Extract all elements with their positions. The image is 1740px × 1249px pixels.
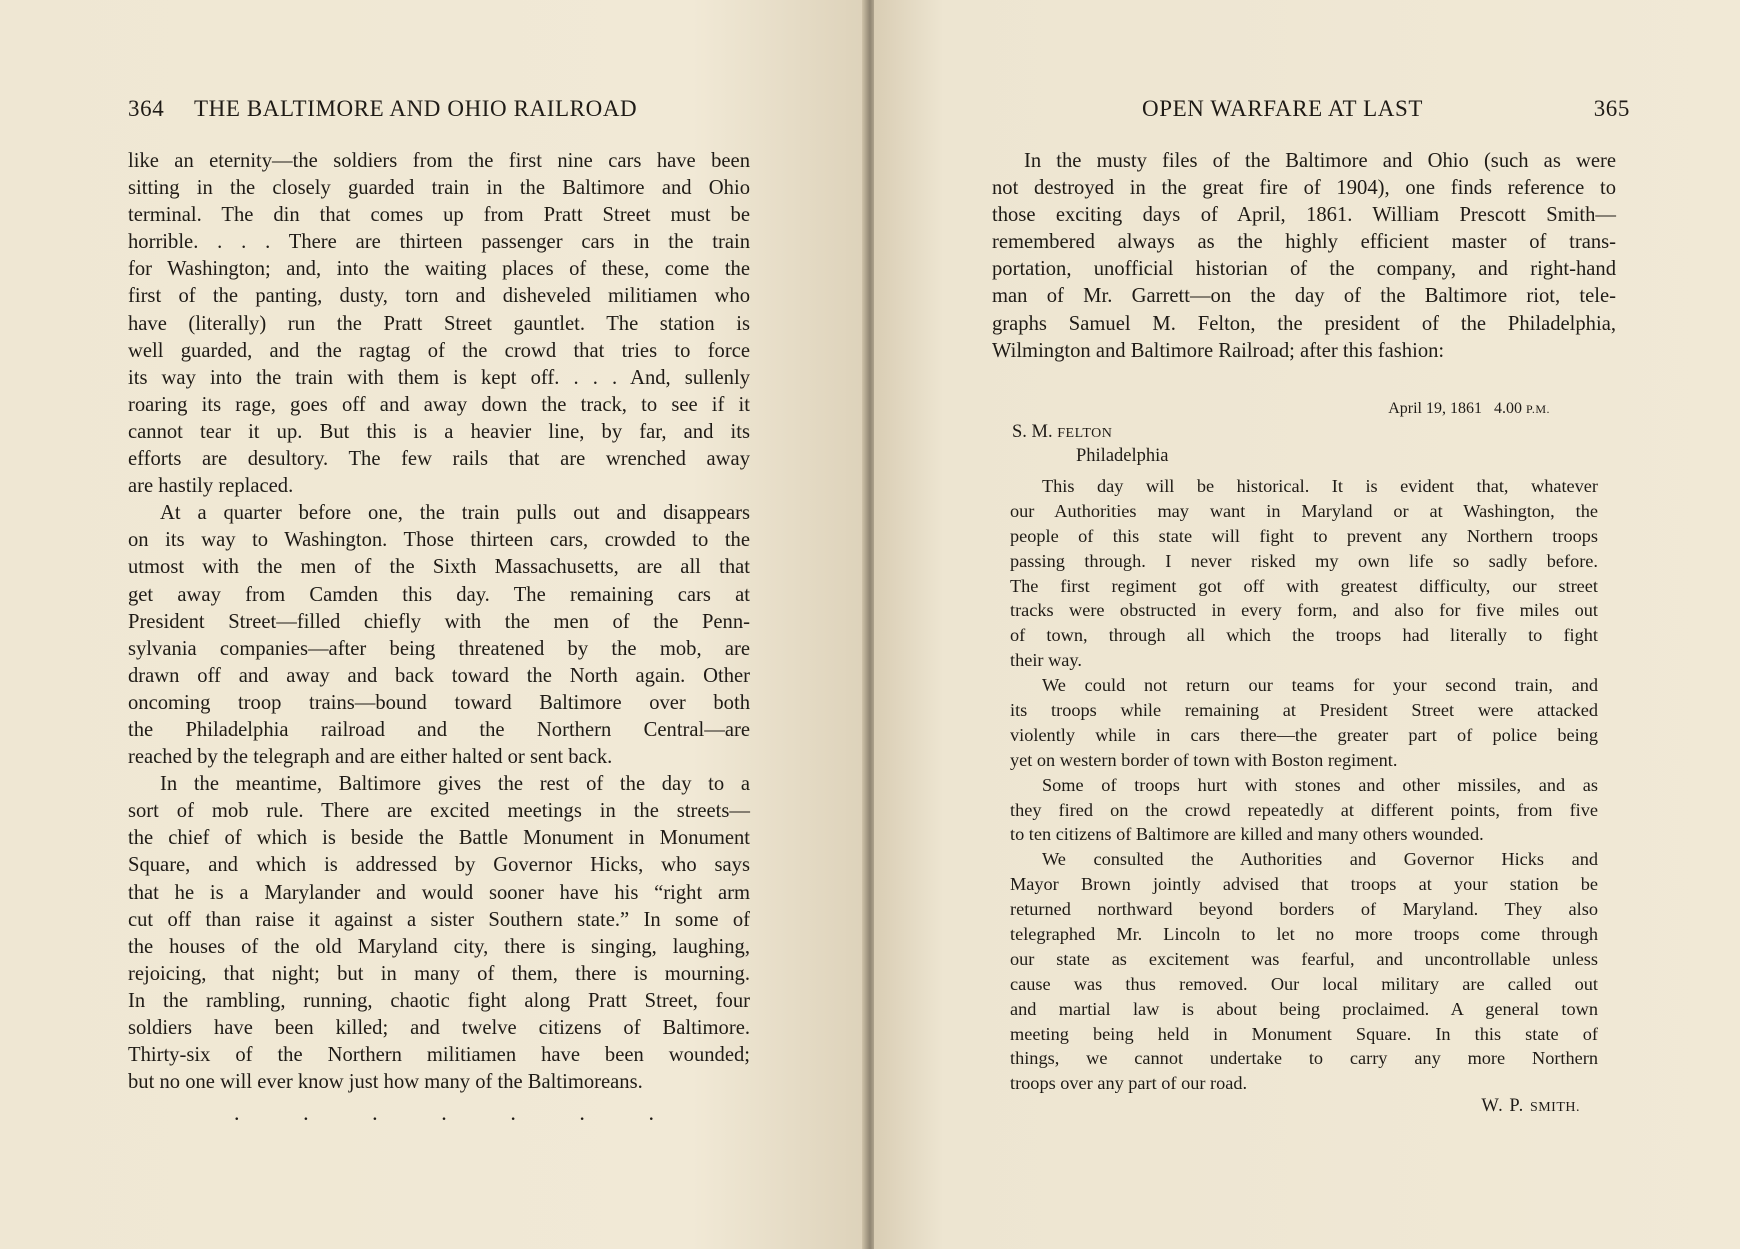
text-line: portation, unofficial historian of the company, and right-hand xyxy=(992,258,1616,281)
telegram-line: tracks were obstructed in every form, and also for five miles out xyxy=(1010,600,1598,621)
ellipsis-dot: . xyxy=(372,1100,378,1125)
text-line: oncoming troop trains—bound toward Baltimore over both xyxy=(128,691,750,714)
telegram-time: 4.00 xyxy=(1493,400,1522,417)
right-page xyxy=(874,0,1740,1249)
left-running-title: THE BALTIMORE AND OHIO RAILROAD xyxy=(194,96,638,121)
telegram-line: people of this state will fight to prevent any Northern troops xyxy=(1010,525,1598,546)
text-line: graphs Samuel M. Felton, the president of the Philadelphia, xyxy=(992,312,1616,335)
text-line: In the musty files of the Baltimore and Ohio (such as were xyxy=(1024,150,1616,172)
signature-surname: SMITH. xyxy=(1529,1100,1580,1115)
text-line: soldiers have been killed; and twelve citizens of Baltimore. xyxy=(128,1017,750,1039)
text-line: efforts are desultory. The few rails that are wrenched away xyxy=(128,448,750,471)
text-line: those exciting days of April, 1861. William Prescott Smith— xyxy=(992,204,1616,227)
text-line: on its way to Washington. Those thirteen cars, crowded to the xyxy=(128,529,750,552)
text-line: remembered always as the highly efficient master of trans- xyxy=(992,231,1616,254)
telegram-line: to ten citizens of Baltimore are killed and many others wounded. xyxy=(1010,824,1484,845)
ellipsis-dot: . xyxy=(303,1100,309,1125)
signature-initials: W. P. xyxy=(1481,1096,1525,1116)
telegram-line: meeting being held in Monument Square. In this state of xyxy=(1010,1023,1598,1044)
text-line: utmost with the men of the Sixth Massachusetts, are all that xyxy=(128,556,750,579)
text-line: horrible. . . . There are thirteen passenger cars in the train xyxy=(128,231,750,254)
text-line: first of the panting, dusty, torn and disheveled militiamen who xyxy=(128,285,750,308)
text-line: In the rambling, running, chaotic fight along Pratt Street, four xyxy=(128,989,750,1012)
text-line: At a quarter before one, the train pulls out and disappears xyxy=(160,502,750,525)
telegram-line: This day will be historical. It is evident that, whatever xyxy=(1042,476,1598,496)
ellipsis-dot: . xyxy=(234,1100,240,1125)
text-line: not destroyed in the great fire of 1904), one finds reference to xyxy=(992,177,1616,200)
text-line: sitting in the closely guarded train in the Baltimore and Ohio xyxy=(128,177,750,200)
text-line: the chief of which is beside the Battle Monument in Monument xyxy=(128,827,750,850)
telegram-line: and martial law is about being proclaimed. A general town xyxy=(1010,998,1598,1019)
telegram-date: April 19, 1861 xyxy=(1388,400,1482,417)
text-line: Square, and which is addressed by Governor Hicks, who says xyxy=(128,854,750,877)
text-line: cannot tear it up. But this is a heavier line, by far, and its xyxy=(128,420,750,443)
telegram-line: cause was thus removed. Our local military are called out xyxy=(1010,973,1598,994)
ellipsis-dot: . xyxy=(441,1100,447,1125)
telegram-line: yet on western border of town with Boston regiment. xyxy=(1010,749,1398,770)
text-line: man of Mr. Garrett—on the day of the Baltimore riot, tele- xyxy=(992,285,1616,308)
telegram-line: We consulted the Authorities and Governor Hicks and xyxy=(1042,849,1598,870)
telegram-addressee-city: Philadelphia xyxy=(1076,446,1169,466)
left-page xyxy=(0,0,866,1249)
telegram-line: violently while in cars there—the greater part of police being xyxy=(1010,724,1598,745)
telegram-line: We could not return our teams for your second train, and xyxy=(1042,675,1598,696)
telegram-line: passing through. I never risked my own life so sadly before. xyxy=(1010,550,1598,571)
telegram-line: The first regiment got off with greatest difficulty, our street xyxy=(1010,575,1598,596)
text-line: get away from Camden this day. The remaining cars at xyxy=(128,583,750,606)
telegram-line: our Authorities may want in Maryland or at Washington, the xyxy=(1010,500,1598,521)
telegram-line: things, we cannot undertake to carry any more Northern xyxy=(1010,1048,1598,1069)
telegram-line: its troops while remaining at President Street were attacked xyxy=(1010,700,1598,721)
ellipsis-dot: . xyxy=(579,1100,585,1125)
right-running-title: OPEN WARFARE AT LAST xyxy=(1142,96,1424,121)
telegram-line: our state as excitement was fearful, and uncontrollable unless xyxy=(1010,948,1598,969)
ellipsis-dot: . xyxy=(510,1100,516,1125)
telegram-line: troops over any part of our road. xyxy=(1010,1073,1248,1094)
text-line: drawn off and away and back toward the North again. Other xyxy=(128,664,750,687)
text-line: Wilmington and Baltimore Railroad; after this fashion: xyxy=(992,339,1445,362)
text-line: the Philadelphia railroad and the Northern Central—are xyxy=(128,718,750,741)
addressee-initials: S. M. xyxy=(1012,422,1053,442)
telegram-signature xyxy=(1481,1096,1580,1117)
addressee-surname: FELTON xyxy=(1057,426,1113,441)
ellipsis-dots xyxy=(234,1100,654,1126)
text-line: President Street—filled chiefly with the men of the Penn- xyxy=(128,610,750,633)
text-line: rejoicing, that night; but in many of them, there is mourning. xyxy=(128,962,750,985)
ellipsis-dot: . xyxy=(648,1100,654,1125)
telegram-addressee xyxy=(1012,422,1112,443)
text-line: like an eternity—the soldiers from the first nine cars have been xyxy=(128,150,750,172)
telegram-time-suffix: P.M. xyxy=(1525,402,1550,416)
telegram-body xyxy=(1010,474,1598,1096)
text-line: roaring its rage, goes off and away down the track, to see if it xyxy=(128,393,750,416)
telegram-line: of town, through all which the troops had literally to fight xyxy=(1010,625,1598,646)
text-line: well guarded, and the ragtag of the crowd that tries to force xyxy=(128,339,750,362)
telegram-line: returned northward beyond borders of Maryland. They also xyxy=(1010,899,1598,920)
right-intro-text xyxy=(992,148,1616,365)
text-line: are hastily replaced. xyxy=(128,475,294,498)
text-line: but no one will ever know just how many of the Baltimoreans. xyxy=(128,1071,643,1094)
text-line: its way into the train with them is kept off. . . . And, sullenly xyxy=(128,366,750,389)
text-line: In the meantime, Baltimore gives the rest of the day to a xyxy=(160,773,750,796)
right-page-number: 365 xyxy=(1593,96,1630,121)
text-line: that he is a Marylander and would sooner have his “right arm xyxy=(128,881,750,904)
text-line: Thirty-six of the Northern militiamen have been wounded; xyxy=(128,1044,750,1067)
text-line: for Washington; and, into the waiting places of these, come the xyxy=(128,258,750,281)
text-line: terminal. The din that comes up from Pratt Street must be xyxy=(128,204,750,227)
left-page-number: 364 xyxy=(128,96,165,121)
telegram-line: their way. xyxy=(1010,650,1082,671)
telegram-line: Some of troops hurt with stones and other missiles, and as xyxy=(1042,774,1598,795)
telegram-line: they fired on the crowd repeatedly at different points, from five xyxy=(1010,799,1598,820)
telegram-dateline xyxy=(1388,400,1550,418)
left-body-text xyxy=(128,148,750,1096)
telegram-line: telegraphed Mr. Lincoln to let no more troops come through xyxy=(1010,924,1598,945)
text-line: have (literally) run the Pratt Street gauntlet. The station is xyxy=(128,312,750,335)
telegram-line: Mayor Brown jointly advised that troops at your station be xyxy=(1010,874,1598,895)
text-line: the houses of the old Maryland city, there is singing, laughing, xyxy=(128,935,750,958)
text-line: sylvania companies—after being threatened by the mob, are xyxy=(128,637,750,660)
text-line: cut off than raise it against a sister Southern state.” In some of xyxy=(128,908,750,931)
text-line: reached by the telegraph and are either halted or sent back. xyxy=(128,746,613,769)
text-line: sort of mob rule. There are excited meetings in the streets— xyxy=(128,800,750,823)
